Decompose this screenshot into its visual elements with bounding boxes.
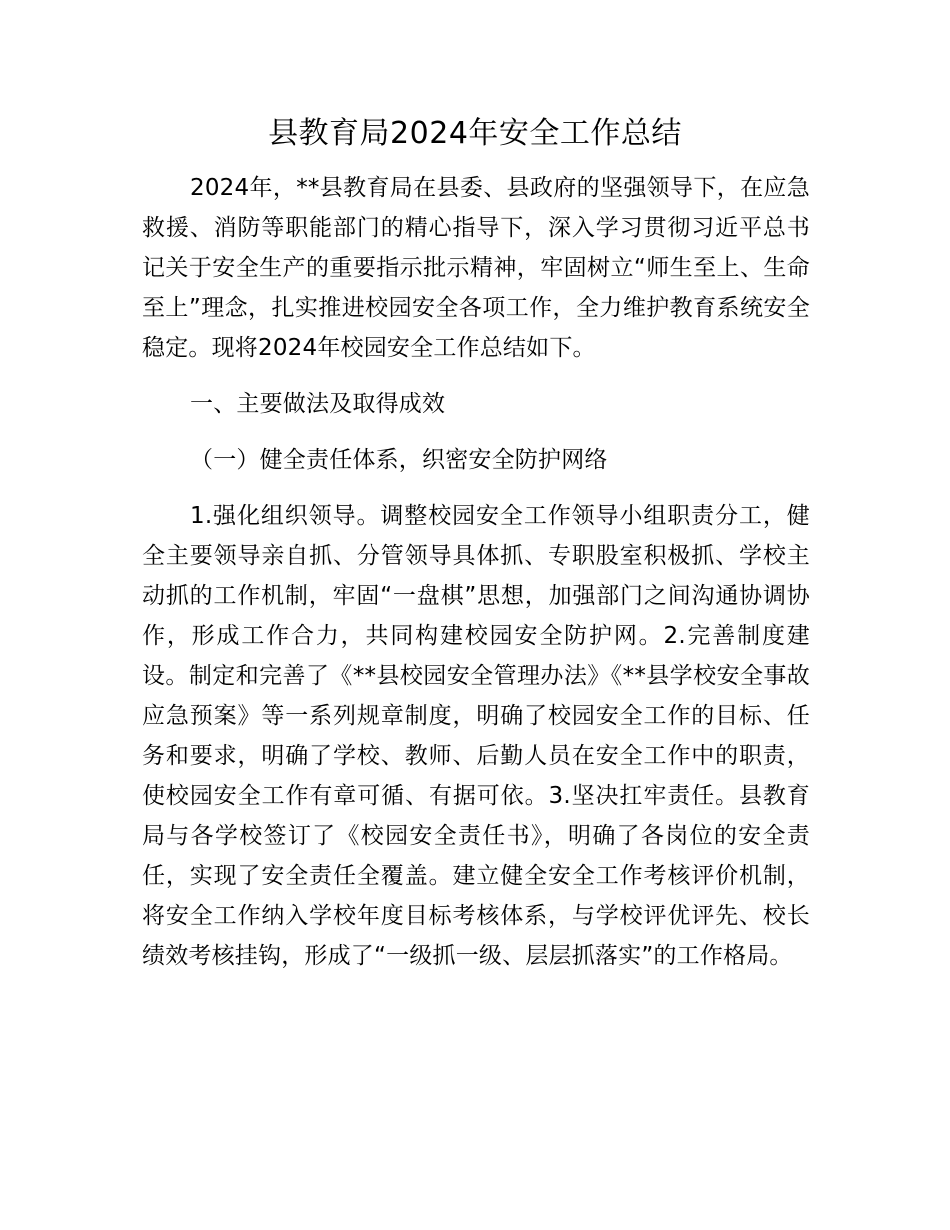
subsection-heading: （一）健全责任体系，织密安全防护网络 [190,447,608,473]
intro-paragraph: 2024年，**县教育局在县委、县政府的坚强领导下，在应急救援、消防等职能部门的精心指导下，深入学习贯彻习近平总书记关于安全生产的重要指示批示精神，牢固树立“师生至上、生命至上”理念，扎实推进校园安全各项工作，全力维护教育系统安全稳定。现将2024年校园安全工作总结如下。 [142,175,810,361]
body-paragraph: 1.强化组织领导。调整校园安全工作领导小组职责分工，健全主要领导亲自抓、分管领导具体抓、专职股室积极抓、学校主动抓的工作机制，牢固“一盘棋”思想，加强部门之间沟通协调协作，形成工作合力，共同构建校园安全防护网。2.完善制度建设。制定和完善了《**县校园安全管理办法》《**县学校安全事故应急预案》等一系列规章制度，明确了校园安全工作的目标、任务和要求，明确了学校、教师、后勤人员在安全工作中的职责，使校园安全工作有章可循、有据可依。3.坚决扛牢责任。县教育局与各学校签订了《校园安全责任书》，明确了各岗位的安全责任，实现了安全责任全覆盖。建立健全安全工作考核评价机制，将安全工作纳入学校年度目标考核体系，与学校评优评先、校长绩效考核挂钩，形成了“一级抓一级、层层抓落实”的工作格局。 [142,503,810,969]
document-title: 县教育局2024年安全工作总结 [268,116,682,151]
document-body [142,168,810,976]
section-heading: 一、主要做法及取得成效 [190,391,446,417]
